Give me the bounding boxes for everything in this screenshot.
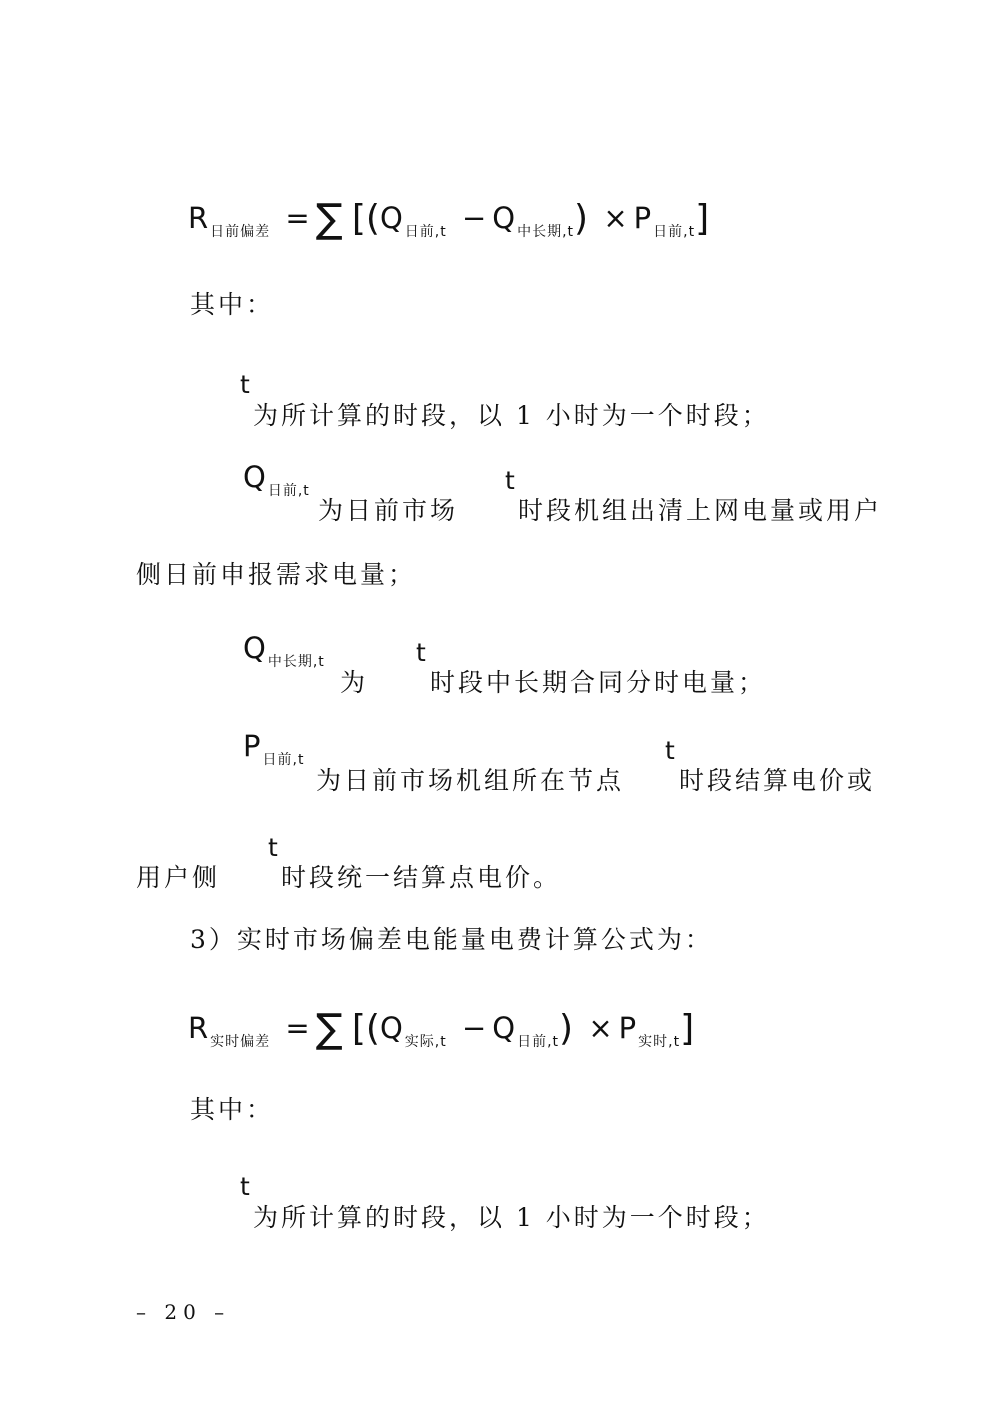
- equals-sign: =: [285, 1011, 310, 1045]
- minus-sign: −: [461, 1011, 487, 1045]
- symbol-q: Q: [379, 1011, 403, 1045]
- symbol-p: P: [243, 729, 261, 763]
- variable-t: t: [240, 1172, 250, 1201]
- section-heading: 3）实时市场偏差电能量电费计算公式为：: [190, 925, 713, 954]
- symbol-r: R: [188, 201, 209, 235]
- definition-text: 时段结算电价或: [679, 766, 876, 795]
- right-bracket: ]: [680, 1008, 695, 1049]
- subscript: 实时偏差: [210, 1034, 271, 1050]
- where-label: 其中：: [190, 290, 275, 319]
- times-sign: ×: [603, 201, 628, 235]
- definition-text: 为日前市场机组所在节点: [316, 766, 625, 795]
- variable-t: t: [505, 466, 515, 495]
- definition-text: 时段机组出清上网电量或用户: [518, 496, 883, 525]
- variable-t: t: [665, 736, 675, 765]
- sum-sign: ∑: [315, 196, 343, 242]
- definition-text: 用户侧: [136, 863, 221, 892]
- subscript: 日前,t: [267, 483, 310, 499]
- definition-text: 为所计算的时段，以 1 小时为一个时段；: [253, 1203, 770, 1232]
- subscript: 日前偏差: [210, 224, 271, 240]
- definition-text: 时段统一结算点电价。: [281, 863, 562, 892]
- page-number: – 20 –: [136, 1300, 231, 1324]
- symbol-r: R: [188, 1011, 209, 1045]
- equals-sign: =: [285, 201, 310, 235]
- times-sign: ×: [588, 1011, 613, 1045]
- right-paren: ): [559, 1008, 574, 1049]
- definition-text: 为: [340, 668, 369, 697]
- symbol-p: P: [633, 201, 652, 235]
- formula-day-ahead-deviation: [188, 192, 710, 242]
- subscript: 日前,t: [517, 1034, 560, 1050]
- variable-q-long-term: [243, 631, 325, 670]
- subscript: 日前,t: [653, 224, 696, 240]
- symbol-q: Q: [243, 631, 266, 665]
- variable-t: t: [268, 833, 278, 862]
- subscript: 实际,t: [404, 1034, 447, 1050]
- left-paren: (: [365, 198, 380, 239]
- variable-t: t: [240, 370, 250, 399]
- definition-text: 为所计算的时段，以 1 小时为一个时段；: [253, 401, 770, 430]
- left-bracket: [: [351, 1008, 366, 1049]
- sum-sign: ∑: [315, 1006, 343, 1052]
- definition-text: 侧日前申报需求电量；: [136, 560, 417, 589]
- left-paren: (: [365, 1008, 380, 1049]
- symbol-q: Q: [492, 201, 516, 235]
- formula-realtime-deviation: [188, 1002, 695, 1052]
- left-bracket: [: [351, 198, 366, 239]
- variable-t: t: [416, 638, 426, 667]
- right-bracket: ]: [695, 198, 710, 239]
- definition-text: 时段中长期合同分时电量；: [430, 668, 767, 697]
- variable-p-day-ahead: [243, 729, 305, 768]
- subscript: 中长期,t: [267, 654, 325, 670]
- right-paren: ): [574, 198, 589, 239]
- definition-text: 为日前市场: [318, 496, 459, 525]
- symbol-q: Q: [243, 460, 266, 494]
- where-label: 其中：: [190, 1095, 275, 1124]
- symbol-q: Q: [379, 201, 403, 235]
- symbol-q: Q: [492, 1011, 516, 1045]
- subscript: 实时,t: [638, 1034, 681, 1050]
- subscript: 日前,t: [262, 752, 305, 768]
- subscript: 日前,t: [404, 224, 447, 240]
- minus-sign: −: [461, 201, 487, 235]
- variable-q-day-ahead: [243, 460, 310, 499]
- subscript: 中长期,t: [517, 224, 575, 240]
- symbol-p: P: [618, 1011, 637, 1045]
